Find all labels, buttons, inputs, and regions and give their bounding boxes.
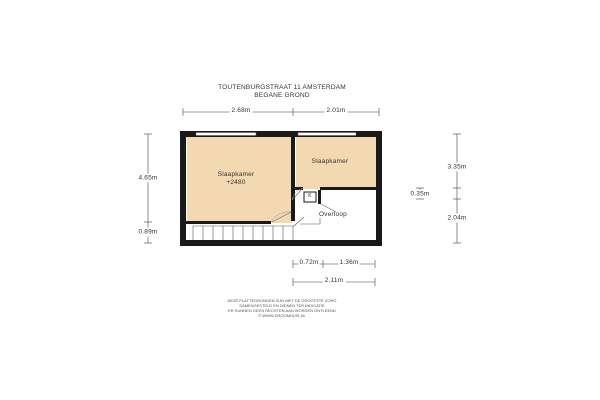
wall-left-bedroom-bottom xyxy=(186,221,271,224)
dim-top-right: 2.01m xyxy=(326,107,346,114)
disclaimer-line: DEZE PLATTEGRONDEN ZIJN MET DE GROOTSTE ZORG xyxy=(227,298,337,303)
wall-bottom xyxy=(180,240,382,246)
disclaimer-line: ER KUNNEN GEEN RECHTEN AAN WORDEN ONTLEEND xyxy=(228,308,336,313)
disclaimer-line: © WWW.DROOMHUIS.NL xyxy=(258,313,306,318)
closet-label: K xyxy=(308,193,312,199)
room-label-right-bedroom: Slaapkamer xyxy=(311,158,349,165)
disclaimer xyxy=(228,298,337,318)
dim-bottom-b: 1.36m xyxy=(339,259,359,266)
disclaimer-line: SAMENGESTELD EN DIENEN TER INDICATIE xyxy=(239,303,325,308)
wall-closet-right xyxy=(318,190,321,204)
room-height-note: +2480 xyxy=(226,179,246,186)
dim-left-lower: 0.89m xyxy=(138,228,158,236)
dim-right-upper: 3.35m xyxy=(447,163,467,171)
plan-address: TOUTENBURGSTRAAT 11 AMSTERDAM xyxy=(218,84,346,91)
dim-top-left: 2.68m xyxy=(231,107,251,114)
room-label-left-bedroom: Slaapkamer xyxy=(217,171,255,178)
room-label-landing: Overloop xyxy=(319,211,347,218)
wall-left xyxy=(180,131,186,246)
dim-bottom-a: 0.72m xyxy=(299,259,319,266)
wall-center xyxy=(291,137,295,221)
wall-right-bedroom-bottom xyxy=(320,187,377,190)
plan-floor: BEGANE GROND xyxy=(254,92,310,99)
dim-right-lower: 2.04m xyxy=(447,214,467,222)
dim-right-middle: 0.35m xyxy=(410,190,430,198)
dim-bottom-total: 2.11m xyxy=(324,277,344,284)
window-right xyxy=(298,133,356,136)
window-left xyxy=(196,133,256,136)
dim-left-upper: 4.65m xyxy=(138,174,158,182)
